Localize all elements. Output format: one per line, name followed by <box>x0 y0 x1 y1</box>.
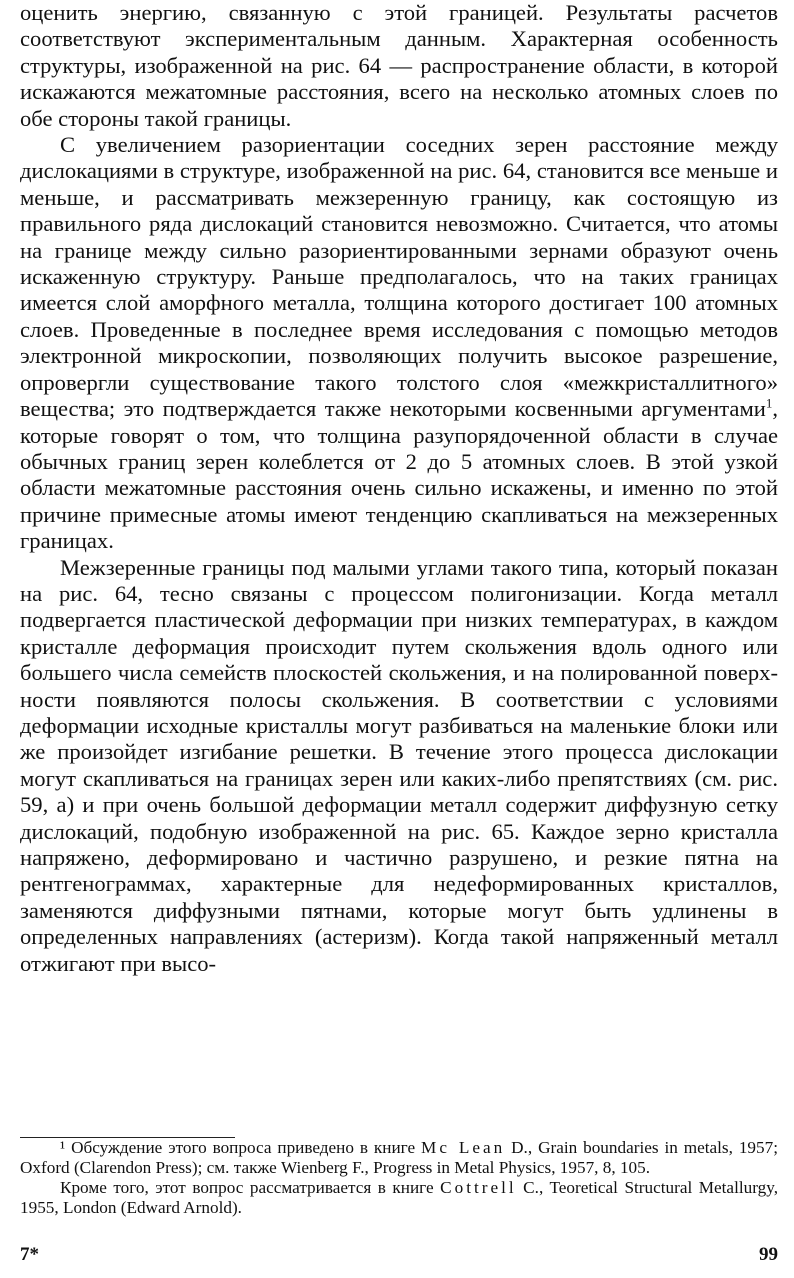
footnote-2-text: Кроме того, этот вопрос рассматривается в книге <box>60 1178 441 1197</box>
footnote-1-author: Mc Lean <box>421 1138 506 1157</box>
page-number: 99 <box>759 1244 778 1265</box>
paragraph-2-text: С увеличением разориентации соседних зерен расстояние между дислокациями в структуре, изображенной на рис. 64, становится все меньше и меньше, и рассматривать межзеренную границу, как состоящую из правильного ряда дислокаций становится невозможно. Считается, что атомы на границе между сильно разориентированными зернами образуют очень искаженную структуру. Раньше предполагалось, что на таких границах имеется слой аморфного металла, толщина которого достигает 100 атомных слоев. Проведенные в последнее время исследования с помощью методов электронной микроскопии, позволяющих получить высокое разрешение, опровергли существование такого толстого слоя «межкристаллитного» вещества; это подтверждается также некоторыми косвенными аргументами <box>20 132 778 422</box>
footnote-2-rest: C., Teoretical Structural Metallurgy, 1955, London (Edward Arnold). <box>20 1178 778 1217</box>
paragraph-3: Межзеренные границы под малыми углами такого типа, который показан на рис. 64, тесно связаны с процессом полигонизации. Когда металл подвергается пластической деформации при низких температурах, в каждом кристалле деформация происходит путем скольжения вдоль одного или большего числа семейств плоскостей скольжения, и на полированной поверхности появляются полосы скольжения. В соответствии с условиями деформации исходные кристаллы могут разбиваться на маленькие блоки или же произойдет изгибание решетки. В течение этого процесса дислокации могут скапливаться на границах зерен или каких-либо препятствиях (см. рис. 59, а) и при очень большой деформации металл содержит диффузную сетку дислокаций, подобную изображенной на рис. 65. Каждое зерно кристалла напряжено, деформировано и частично разрушено, и резкие пятна на рентгенограммах, характерные для недеформированных кристаллов, заменяются диффузными пятнами, которые могут быть удлинены в определенных направлениях (астеризм). Когда такой напряженный металл отжигают при высо- <box>20 554 778 976</box>
footnote-1 <box>20 1138 778 1178</box>
footnote-reference[interactable]: 1 <box>765 395 773 411</box>
paragraph-2-continuation: , которые говорят о том, что толщина разупорядоченной области в случае обычных границ зерен колеблется от 2 до 5 атомных слоев. В этой узкой области межатомные расстояния очень сильно искажены, и именно по этой причине примесные атомы имеют тенденцию скапливаться на межзеренных границах. <box>20 396 778 554</box>
footnote-1-addendum <box>20 1178 778 1218</box>
footnote-2-author: Cottrell <box>440 1178 517 1197</box>
footnote-1-rest: D., Grain boundaries in metals, 1957; Oxford (Clarendon Press); см. также Wienberg F., Progress in Metal Physics, 1957, 8, 105. <box>20 1138 778 1177</box>
signature-mark: 7* <box>20 1244 39 1265</box>
footnotes <box>20 1138 778 1218</box>
footnote-1-text: ¹ Обсуждение этого вопроса приведено в книге <box>60 1138 422 1157</box>
main-text <box>20 0 778 977</box>
paragraph-1: оценить энергию, связанную с этой границей. Результаты расчетов соответствуют экспериментальным данным. Характерная особенность структуры, изображенной на рис. 64 — распространение области, в которой искажаются межатомные расстояния, всего на несколько атомных слоев по обе стороны такой границы. <box>20 0 778 131</box>
paragraph-2 <box>20 132 778 555</box>
book-page <box>20 0 778 1278</box>
